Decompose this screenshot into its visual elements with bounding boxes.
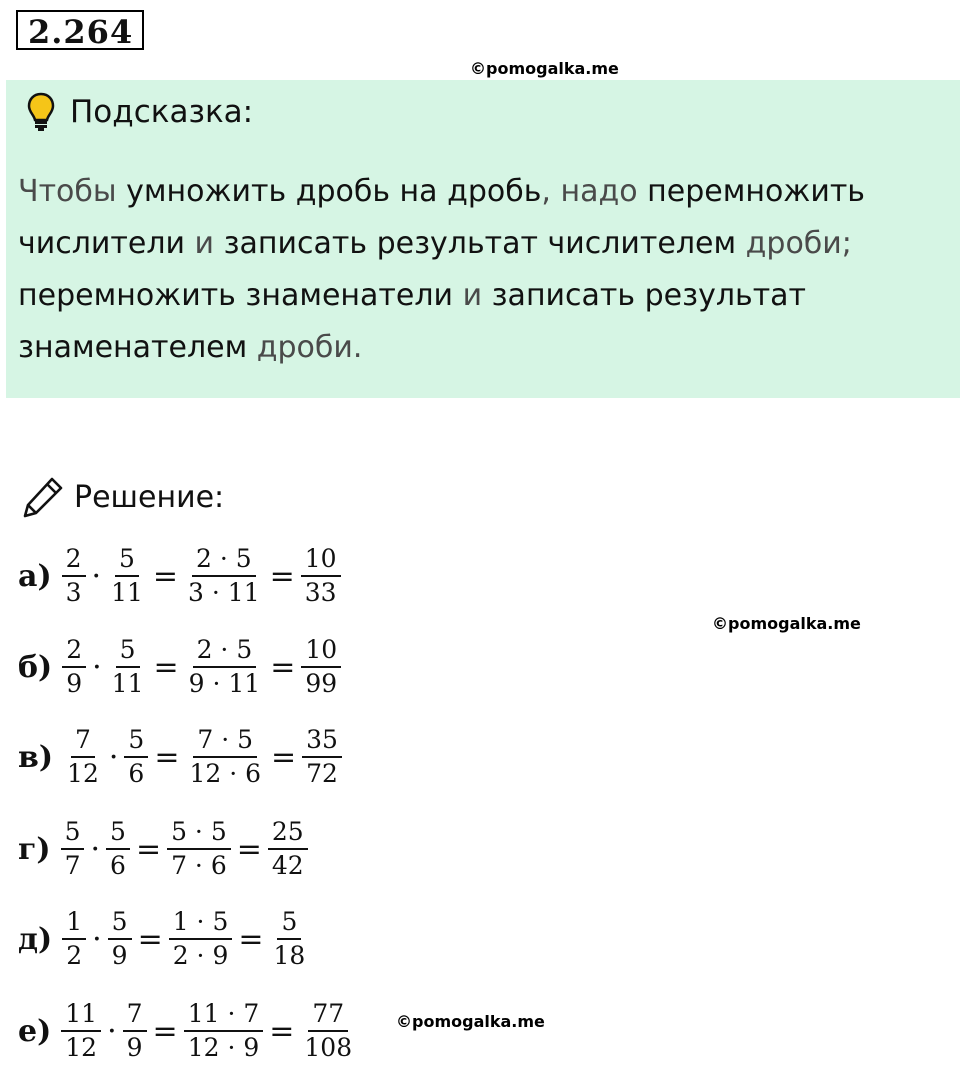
fraction-product bbox=[184, 998, 264, 1064]
equals-sign: = bbox=[153, 649, 179, 685]
numerator: 5 bbox=[116, 634, 140, 668]
equals-sign: = bbox=[269, 1013, 295, 1049]
equation-row bbox=[18, 996, 358, 1066]
hint-header bbox=[26, 90, 253, 134]
equals-sign: = bbox=[137, 921, 163, 957]
equation-label: г) bbox=[18, 831, 51, 867]
times-sign: · bbox=[92, 649, 102, 685]
denominator: 11 bbox=[111, 669, 144, 698]
hint-text bbox=[18, 166, 948, 374]
denominator: 7 · 6 bbox=[171, 851, 227, 880]
equation-label: е) bbox=[18, 1013, 52, 1049]
times-sign: · bbox=[92, 921, 102, 957]
equals-sign: = bbox=[152, 1013, 178, 1049]
denominator: 9 bbox=[111, 941, 128, 970]
equals-sign: = bbox=[269, 558, 295, 594]
denominator: 2 · 9 bbox=[172, 941, 229, 970]
numerator: 10 bbox=[301, 634, 341, 668]
fraction-result bbox=[302, 724, 342, 790]
denominator: 12 bbox=[65, 1033, 98, 1062]
denominator: 7 bbox=[64, 851, 81, 880]
equals-sign: = bbox=[238, 921, 264, 957]
denominator: 18 bbox=[273, 941, 306, 970]
numerator: 7 bbox=[123, 998, 147, 1032]
hint-text-segment: дроби. bbox=[247, 330, 363, 365]
denominator: 72 bbox=[306, 759, 338, 788]
numerator: 11 bbox=[61, 998, 101, 1032]
solution-header bbox=[20, 472, 224, 522]
numerator: 5 · 5 bbox=[167, 816, 231, 850]
watermark: ©pomogalka.me bbox=[470, 59, 619, 78]
fraction-first bbox=[63, 724, 103, 790]
equals-sign: = bbox=[236, 831, 262, 867]
equation-label: в) bbox=[18, 739, 54, 775]
hint-text-segment: дроби; bbox=[736, 226, 852, 261]
denominator: 3 · 11 bbox=[188, 578, 260, 607]
numerator: 2 bbox=[62, 543, 86, 577]
fraction-second bbox=[108, 634, 148, 700]
fraction-second bbox=[124, 724, 148, 790]
equals-sign: = bbox=[135, 831, 162, 867]
equation-label: д) bbox=[18, 921, 53, 957]
watermark: ©pomogalka.me bbox=[712, 614, 861, 633]
numerator: 7 · 5 bbox=[193, 724, 257, 758]
equals-sign: = bbox=[271, 739, 297, 775]
equation-label: б) bbox=[18, 649, 53, 685]
denominator: 108 bbox=[304, 1033, 353, 1062]
fraction-first bbox=[61, 998, 101, 1064]
fraction-product bbox=[184, 543, 264, 609]
numerator: 2 · 5 bbox=[192, 543, 256, 577]
denominator: 33 bbox=[304, 578, 337, 607]
denominator: 2 bbox=[66, 941, 83, 970]
equals-sign: = bbox=[270, 649, 296, 685]
hint-text-segment: Чтобы bbox=[18, 174, 127, 209]
denominator: 6 bbox=[128, 759, 145, 788]
fraction-result bbox=[301, 543, 341, 609]
fraction-product bbox=[185, 634, 265, 700]
numerator: 1 · 5 bbox=[169, 906, 233, 940]
hint-emphasis: перемножить знаменатели bbox=[18, 278, 454, 313]
numerator: 77 bbox=[308, 998, 348, 1032]
numerator: 10 bbox=[301, 543, 341, 577]
equals-sign: = bbox=[154, 739, 180, 775]
fraction-result bbox=[300, 998, 356, 1064]
pencil-icon bbox=[20, 474, 66, 520]
fraction-second bbox=[106, 816, 130, 882]
fraction-product bbox=[185, 724, 265, 790]
hint-emphasis: умножить дробь на дробь bbox=[126, 174, 542, 209]
fraction-second bbox=[123, 998, 147, 1064]
lightbulb-icon bbox=[26, 92, 56, 132]
problem-number: 2.264 bbox=[16, 10, 144, 50]
fraction-result bbox=[268, 816, 308, 882]
watermark: ©pomogalka.me bbox=[396, 1012, 545, 1031]
numerator: 25 bbox=[268, 816, 308, 850]
fraction-second bbox=[108, 906, 132, 972]
fraction-first bbox=[61, 816, 85, 882]
numerator: 5 bbox=[115, 543, 139, 577]
hint-text-segment: , надо bbox=[541, 174, 648, 209]
fraction-first bbox=[62, 906, 86, 972]
equation-row bbox=[18, 904, 311, 974]
hint-emphasis: записать результат числителем bbox=[223, 226, 737, 261]
denominator: 6 bbox=[110, 851, 126, 880]
equation-row bbox=[18, 541, 343, 611]
denominator: 42 bbox=[271, 851, 304, 880]
denominator: 12 · 6 bbox=[189, 759, 262, 788]
numerator: 2 bbox=[62, 634, 86, 668]
numerator: 5 bbox=[61, 816, 85, 850]
denominator: 9 bbox=[66, 669, 83, 698]
numerator: 5 bbox=[106, 816, 130, 850]
times-sign: · bbox=[108, 739, 119, 775]
hint-emphasis: перемножить числители bbox=[18, 174, 865, 261]
fraction-product bbox=[167, 816, 231, 882]
hint-text-segment: и bbox=[453, 278, 492, 313]
times-sign: · bbox=[90, 831, 101, 867]
fraction-second bbox=[107, 543, 147, 609]
denominator: 99 bbox=[305, 669, 338, 698]
equation-row bbox=[18, 722, 344, 792]
numerator: 5 bbox=[108, 906, 132, 940]
fraction-first bbox=[62, 634, 86, 700]
numerator: 11 · 7 bbox=[184, 998, 264, 1032]
numerator: 5 bbox=[277, 906, 301, 940]
denominator: 11 bbox=[111, 578, 143, 607]
hint-title: Подсказка: bbox=[70, 94, 254, 130]
equals-sign: = bbox=[152, 558, 179, 594]
denominator: 9 · 11 bbox=[188, 669, 261, 698]
times-sign: · bbox=[107, 1013, 117, 1049]
denominator: 9 bbox=[126, 1033, 143, 1062]
denominator: 12 · 9 bbox=[187, 1033, 260, 1062]
fraction-result bbox=[270, 906, 310, 972]
hint-box bbox=[6, 80, 960, 398]
fraction-first bbox=[62, 543, 86, 609]
numerator: 5 bbox=[124, 724, 148, 758]
hint-emphasis: записать результат знаменателем bbox=[18, 278, 807, 365]
equation-row bbox=[18, 814, 310, 884]
equation-label: а) bbox=[18, 558, 52, 594]
hint-text-segment: и bbox=[185, 226, 224, 261]
denominator: 12 bbox=[67, 759, 99, 788]
times-sign: · bbox=[91, 558, 102, 594]
denominator: 3 bbox=[65, 578, 82, 607]
fraction-product bbox=[169, 906, 233, 972]
numerator: 35 bbox=[302, 724, 342, 758]
equation-row bbox=[18, 632, 343, 702]
solution-title: Решение: bbox=[74, 479, 225, 515]
fraction-result bbox=[301, 634, 341, 700]
numerator: 2 · 5 bbox=[193, 634, 257, 668]
numerator: 7 bbox=[71, 724, 95, 758]
numerator: 1 bbox=[62, 906, 86, 940]
